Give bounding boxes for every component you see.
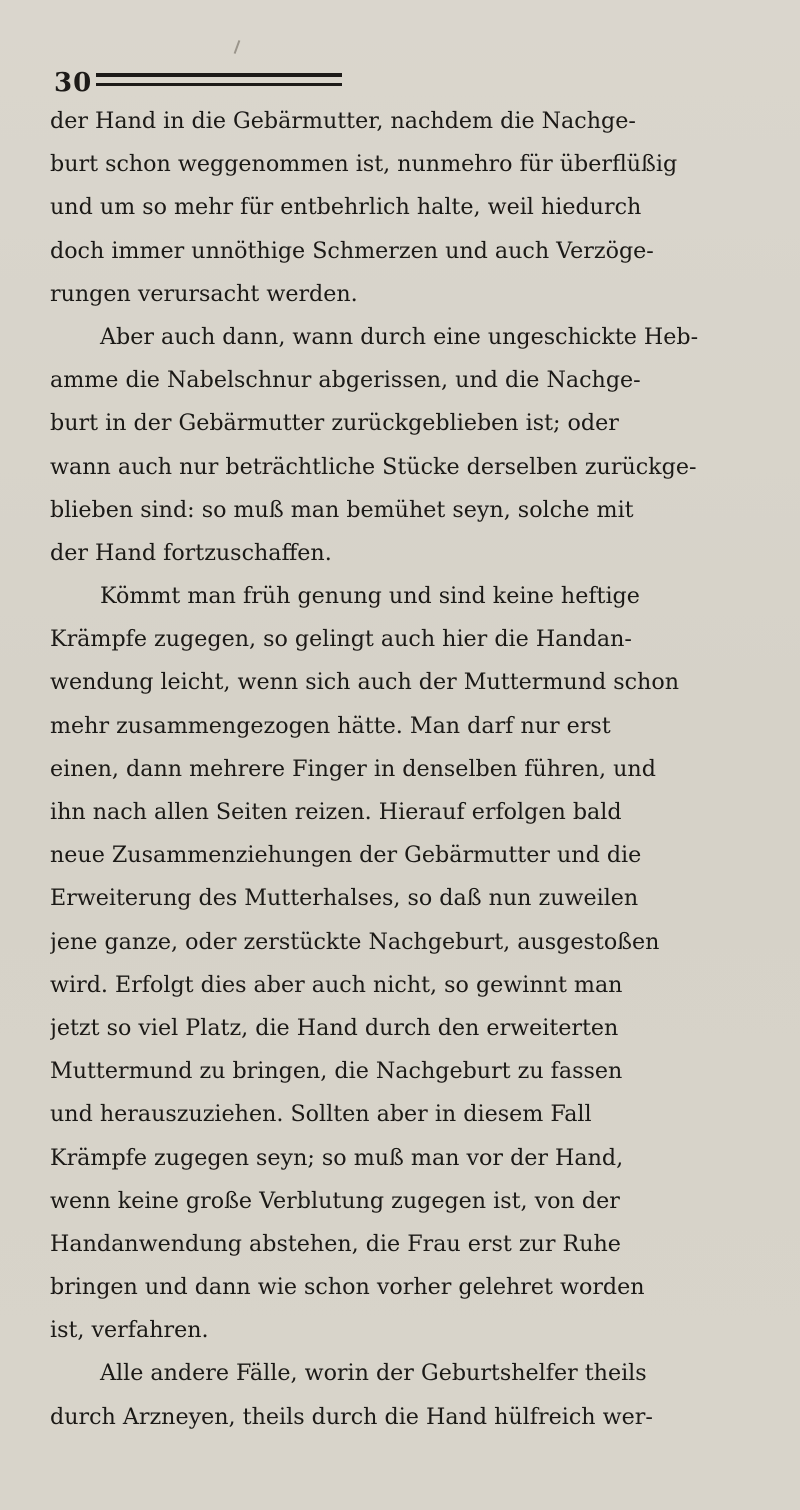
paragraph-start-line: Alle andere Fälle, worin der Geburtshelfer theils [100,1360,647,1387]
text-line: wann auch nur beträchtliche Stücke derselben zurückge- [50,453,697,480]
paragraph-start-line: Aber auch dann, wann durch eine ungeschickte Heb- [100,323,699,350]
text-line: Krämpfe zugegen, so gelingt auch hier die Handan- [50,626,632,653]
header-rule-bottom [96,83,342,86]
text-line: mehr zusammengezogen hätte. Man darf nur erst [50,712,611,739]
text-line: ist, verfahren. [50,1317,209,1344]
text-line: durch Arzneyen, theils durch die Hand hülfreich wer- [50,1403,653,1430]
page-header [48,56,748,96]
text-line: ihn nach allen Seiten reizen. Hierauf erfolgen bald [50,799,622,825]
text-line: amme die Nabelschnur abgerissen, und die Nachge- [50,367,641,394]
text-line: und um so mehr für entbehrlich halte, weil hiedurch [50,194,642,221]
text-line: jetzt so viel Platz, die Hand durch den erweiterten [50,1014,619,1041]
header-rule-top [96,73,342,77]
text-line: Krämpfe zugegen seyn; so muß man vor der Hand, [50,1144,624,1171]
paragraph-start-line: Kömmt man früh genung und sind keine heftige [100,583,640,610]
text-line: einen, dann mehrere Finger in denselben führen, und [50,755,656,782]
text-line: jene ganze, oder zerstückte Nachgeburt, ausgestoßen [50,928,660,955]
text-line: burt in der Gebärmutter zurückgeblieben ist; oder [50,410,619,437]
text-line: wendung leicht, wenn sich auch der Muttermund schon [50,669,679,696]
text-line: doch immer unnöthige Schmerzen und auch Verzöge- [50,237,654,264]
text-line: blieben sind: so muß man bemühet seyn, solche mit [50,496,634,523]
pencil-mark [234,40,241,54]
text-line: der Hand fortzuschaffen. [50,539,332,566]
text-line: Muttermund zu bringen, die Nachgeburt zu fassen [50,1058,623,1085]
text-line: neue Zusammenziehungen der Gebärmutter und die [50,842,642,869]
text-line: wenn keine große Verblutung zugegen ist, von der [50,1187,620,1214]
page-number: 30 [54,68,93,98]
text-line: der Hand in die Gebärmutter, nachdem die Nachge- [50,108,636,134]
text-line: burt schon weggenommen ist, nunmehro für überflüßig [50,151,678,178]
text-line: und herauszuziehen. Sollten aber in diesem Fall [50,1101,592,1128]
text-line: Handanwendung abstehen, die Frau erst zur Ruhe [50,1230,621,1257]
text-line: Erweiterung des Mutterhalses, so daß nun zuweilen [50,885,639,912]
text-line: wird. Erfolgt dies aber auch nicht, so gewinnt man [50,971,623,998]
text-line: rungen verursacht werden. [50,280,358,307]
body-text [50,100,734,1439]
text-line: bringen und dann wie schon vorher gelehret worden [50,1274,645,1301]
